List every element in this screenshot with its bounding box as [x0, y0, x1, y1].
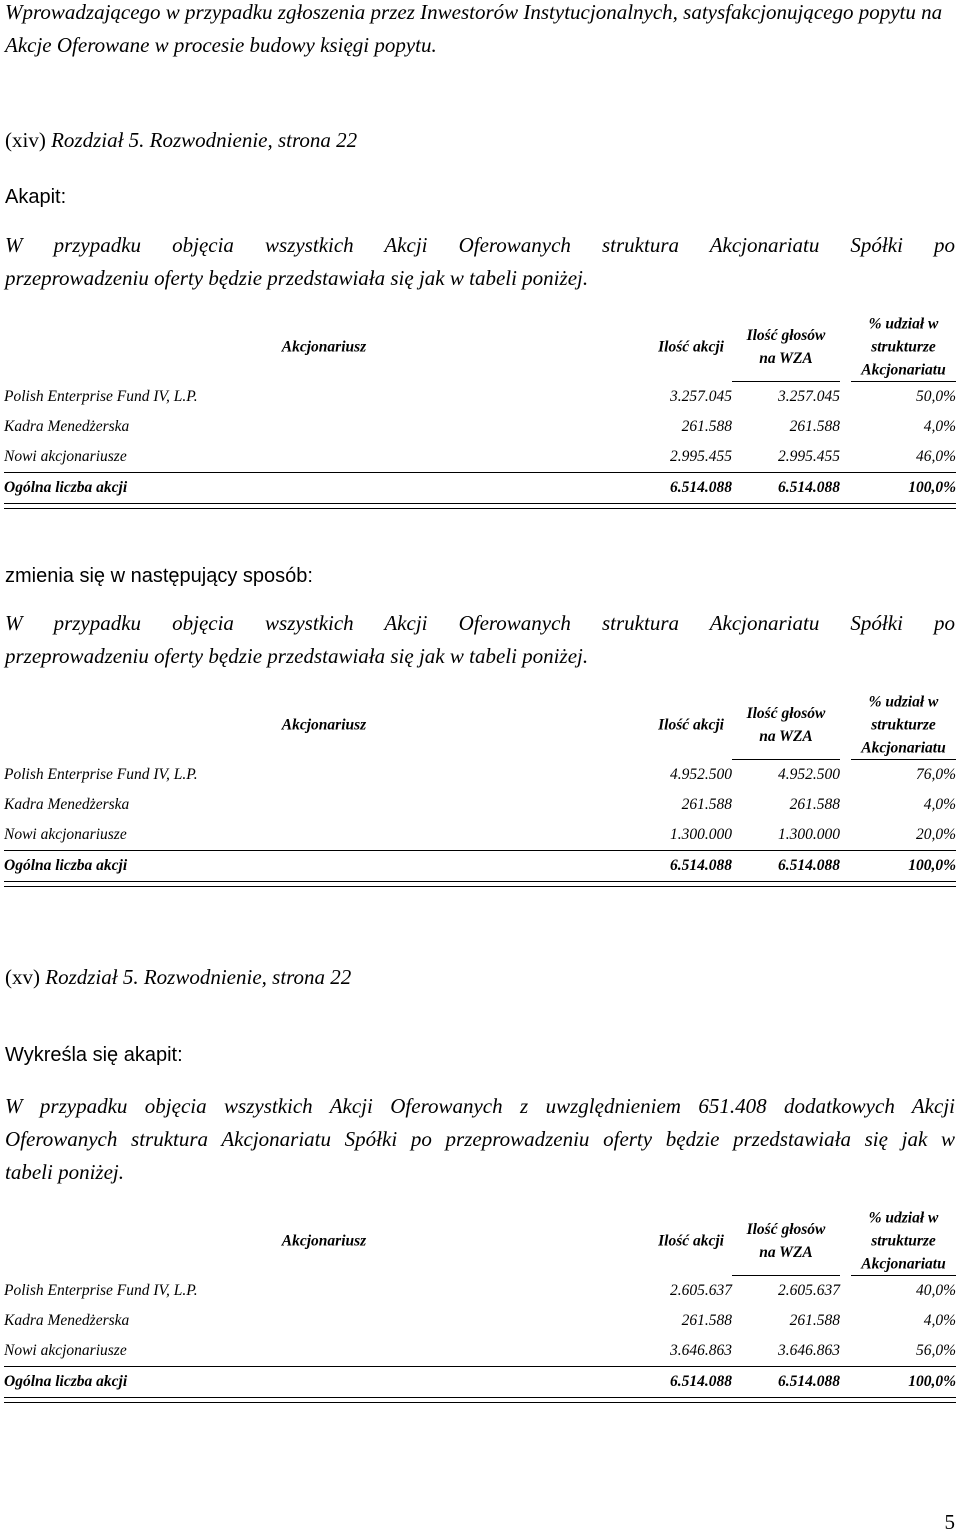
cell-percent: 4,0% [923, 1312, 956, 1329]
header-percent-line3: Akcjonariatu [861, 361, 946, 379]
total-votes: 6.514.088 [778, 857, 840, 874]
header-percent-line3: Akcjonariatu [861, 739, 946, 757]
shareholder-table-1 [4, 312, 956, 509]
table-row [4, 790, 956, 820]
change-label: zmienia się w następujący sposób: [5, 565, 313, 587]
total-percent: 100,0% [908, 479, 956, 496]
table-row [4, 1276, 956, 1306]
new-text-line1: W przypadku objęcia wszystkich Akcji Oferowanych struktura Akcjonariatu Spółki po [5, 611, 955, 635]
cell-votes: 261.588 [789, 1312, 840, 1329]
cell-shares: 261.588 [681, 1312, 732, 1329]
cell-shares: 261.588 [681, 796, 732, 813]
cell-shares: 3.646.863 [670, 1342, 732, 1359]
cell-shares: 2.605.637 [670, 1282, 732, 1299]
header-percent-line2: strukturze [871, 1232, 936, 1250]
cell-percent: 4,0% [923, 418, 956, 435]
total-percent: 100,0% [908, 857, 956, 874]
header-votes-line1: Ilość głosów [746, 705, 826, 722]
table-row [4, 1306, 956, 1336]
cell-percent: 4,0% [923, 796, 956, 813]
header-votes-line2: na WZA [759, 350, 813, 367]
table-double-rule [4, 503, 956, 509]
cell-votes: 1.300.000 [778, 826, 840, 843]
table-header [4, 312, 956, 382]
table-row [4, 412, 956, 442]
header-shares: Ilość akcji [658, 338, 724, 356]
table-total-row [4, 850, 956, 881]
header-shares: Ilość akcji [658, 716, 724, 734]
cell-name: Nowi akcjonariusze [4, 1342, 127, 1359]
total-label: Ogólna liczba akcji [4, 479, 128, 496]
total-votes: 6.514.088 [778, 1373, 840, 1390]
cell-votes: 2.995.455 [778, 448, 840, 465]
header-percent-line1: % udział w [868, 1209, 939, 1227]
cell-votes: 261.588 [789, 418, 840, 435]
new-text-line2: przeprowadzeniu oferty będzie przedstawiała się jak w tabeli poniżej. [5, 644, 589, 668]
table-header [4, 1206, 956, 1276]
cell-percent: 50,0% [915, 388, 956, 405]
table-row [4, 382, 956, 412]
intro-paragraph [5, 0, 955, 62]
cell-percent: 56,0% [915, 1342, 956, 1359]
cell-shares: 261.588 [681, 418, 732, 435]
section-14-number: (xiv) [5, 128, 46, 152]
intro-text: Wprowadzającego w przypadku zgłoszenia przez Inwestorów Instytucjonalnych, satysfakcjonującego popytu na Akcje Oferowane w procesie budowy księgi popytu. [5, 0, 943, 57]
cell-percent: 40,0% [915, 1282, 956, 1299]
header-votes-line1: Ilość głosów [746, 1221, 826, 1238]
cell-name: Nowi akcjonariusze [4, 826, 127, 843]
header-percent-line1: % udział w [868, 693, 939, 711]
header-votes-line1: Ilość głosów [746, 327, 826, 344]
total-shares: 6.514.088 [670, 857, 732, 874]
table-header [4, 690, 956, 760]
total-label: Ogólna liczba akcji [4, 1373, 128, 1390]
header-percent-line1: % udział w [868, 315, 939, 333]
header-percent [851, 691, 956, 760]
section-14-text-line1: W przypadku objęcia wszystkich Akcji Oferowanych struktura Akcjonariatu Spółki po [5, 233, 955, 257]
cell-percent: 76,0% [915, 766, 956, 783]
cell-name: Polish Enterprise Fund IV, L.P. [4, 766, 198, 783]
header-votes [731, 324, 841, 370]
cell-percent: 20,0% [915, 826, 956, 843]
shareholder-table-2 [4, 690, 956, 887]
section-14-label: Akapit: [5, 186, 67, 208]
total-label: Ogólna liczba akcji [4, 857, 128, 874]
total-shares: 6.514.088 [670, 479, 732, 496]
cell-shares: 1.300.000 [670, 826, 732, 843]
cell-name: Polish Enterprise Fund IV, L.P. [4, 388, 198, 405]
cell-votes: 2.605.637 [778, 1282, 840, 1299]
total-percent: 100,0% [908, 1373, 956, 1390]
table-row [4, 760, 956, 790]
section-14-text-line2: przeprowadzeniu oferty będzie przedstawiała się jak w tabeli poniżej. [5, 266, 589, 290]
table-double-rule [4, 881, 956, 887]
table-double-rule [4, 1397, 956, 1403]
cell-votes: 4.952.500 [778, 766, 840, 783]
section-14-title: Rozdział 5. Rozwodnienie, strona 22 [51, 128, 358, 152]
cell-name: Kadra Menedżerska [4, 796, 130, 813]
header-percent-line2: strukturze [871, 338, 936, 356]
cell-votes: 261.588 [789, 796, 840, 813]
section-15-text-line3: tabeli poniżej. [5, 1160, 124, 1184]
section-15-label: Wykreśla się akapit: [5, 1044, 183, 1066]
header-shareholder: Akcjonariusz [281, 338, 367, 356]
cell-shares: 3.257.045 [670, 388, 732, 405]
cell-votes: 3.257.045 [778, 388, 840, 405]
cell-percent: 46,0% [915, 448, 956, 465]
header-votes [731, 702, 841, 748]
cell-name: Kadra Menedżerska [4, 418, 130, 435]
header-shares: Ilość akcji [658, 1232, 724, 1250]
section-14-heading [5, 124, 955, 157]
table-row [4, 442, 956, 472]
table-row [4, 1336, 956, 1366]
total-shares: 6.514.088 [670, 1373, 732, 1390]
cell-name: Nowi akcjonariusze [4, 448, 127, 465]
section-15-heading [5, 961, 955, 994]
table-row [4, 820, 956, 850]
section-15-text-line2: Oferowanych struktura Akcjonariatu Spółki po przeprowadzeniu oferty będzie przedstawiała się jak w [5, 1127, 955, 1151]
header-percent-line3: Akcjonariatu [861, 1255, 946, 1273]
shareholder-table-3 [4, 1206, 956, 1403]
header-shareholder: Akcjonariusz [281, 1232, 367, 1250]
page-number: 5 [944, 1510, 955, 1534]
header-votes [731, 1218, 841, 1264]
header-percent-line2: strukturze [871, 716, 936, 734]
header-votes-line2: na WZA [759, 1244, 813, 1261]
cell-name: Kadra Menedżerska [4, 1312, 130, 1329]
section-15-title: Rozdział 5. Rozwodnienie, strona 22 [45, 965, 352, 989]
header-votes-line2: na WZA [759, 728, 813, 745]
cell-votes: 3.646.863 [778, 1342, 840, 1359]
cell-shares: 4.952.500 [670, 766, 732, 783]
section-15-text-line1: W przypadku objęcia wszystkich Akcji Oferowanych z uwzględnieniem 651.408 dodatkowych Akcji [5, 1094, 955, 1118]
table-total-row [4, 1366, 956, 1397]
cell-shares: 2.995.455 [670, 448, 732, 465]
cell-name: Polish Enterprise Fund IV, L.P. [4, 1282, 198, 1299]
section-15-number: (xv) [5, 965, 40, 989]
header-percent [851, 313, 956, 382]
total-votes: 6.514.088 [778, 479, 840, 496]
header-percent [851, 1207, 956, 1276]
table-total-row [4, 472, 956, 503]
header-shareholder: Akcjonariusz [281, 716, 367, 734]
